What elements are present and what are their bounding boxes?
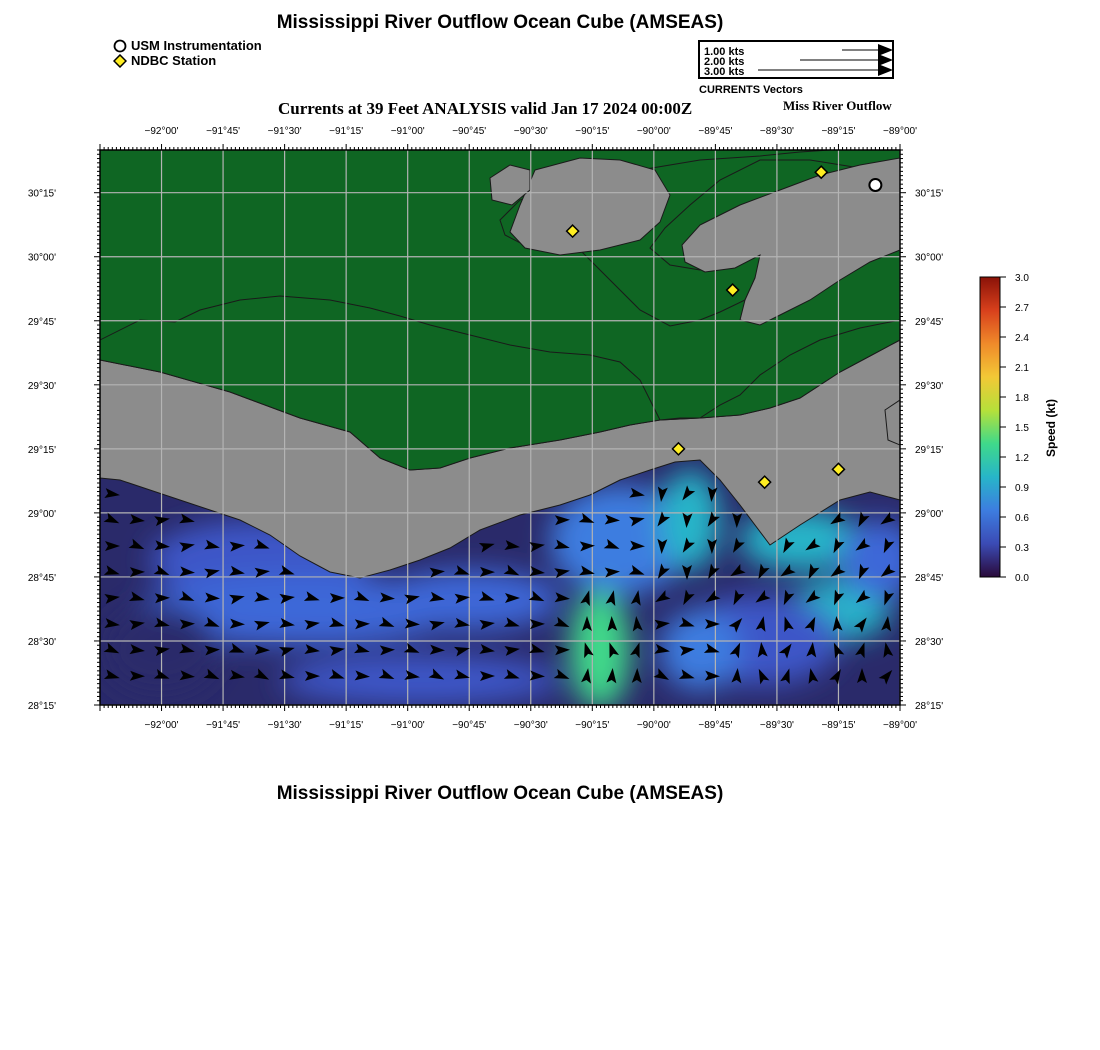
x-tick-label: −91°45' bbox=[206, 720, 241, 731]
x-tick-label: −89°45' bbox=[698, 720, 733, 731]
x-tick-label: −89°00' bbox=[883, 126, 917, 137]
x-tick-label: −89°45' bbox=[698, 126, 733, 137]
colorbar-tick-label: 0.6 bbox=[1015, 513, 1029, 524]
vector-legend-row-1: 1.00 kts bbox=[704, 46, 745, 58]
x-tick-label: −89°00' bbox=[883, 720, 917, 731]
y-tick-label: 29°30' bbox=[915, 380, 944, 392]
x-tick-label: −90°30' bbox=[513, 720, 548, 731]
speed-blob bbox=[570, 590, 630, 710]
x-tick-label: −89°30' bbox=[759, 126, 794, 137]
y-tick-label: 29°30' bbox=[27, 380, 56, 392]
x-tick-label: −90°45' bbox=[452, 126, 487, 137]
x-tick-label: −90°15' bbox=[575, 126, 610, 137]
x-tick-label: −90°00' bbox=[636, 720, 671, 731]
second-title: Mississippi River Outflow Ocean Cube (AMSEAS) bbox=[276, 783, 724, 804]
x-tick-label: −90°45' bbox=[452, 720, 487, 731]
speed-blob bbox=[840, 520, 920, 600]
speed-blob bbox=[660, 610, 740, 690]
y-tick-label: 29°15' bbox=[27, 444, 56, 456]
main-title: Mississippi River Outflow Ocean Cube (AMSEAS) bbox=[276, 12, 724, 33]
x-tick-label: −92°00' bbox=[144, 720, 179, 731]
x-tick-label: −89°15' bbox=[821, 720, 856, 731]
x-tick-label: −91°00' bbox=[390, 126, 425, 137]
x-tick-label: −91°15' bbox=[329, 720, 364, 731]
region-label: Miss River Outflow bbox=[783, 98, 892, 113]
y-tick-label: 28°30' bbox=[27, 636, 56, 648]
colorbar-tick-label: 2.7 bbox=[1015, 303, 1029, 314]
x-tick-label: −92°00' bbox=[144, 126, 179, 137]
y-axis-labels-left bbox=[28, 189, 56, 712]
x-tick-label: −90°30' bbox=[513, 126, 548, 137]
x-tick-label: −91°30' bbox=[267, 126, 302, 137]
y-tick-label: 30°00' bbox=[27, 252, 56, 264]
speed-colorbar bbox=[980, 273, 1058, 584]
colorbar-tick-label: 0.9 bbox=[1015, 483, 1029, 494]
y-tick-label: 28°45' bbox=[27, 572, 56, 584]
legend-usm-label: USM Instrumentation bbox=[131, 38, 262, 53]
map-area bbox=[100, 150, 920, 710]
x-tick-label: −91°00' bbox=[390, 720, 425, 731]
colorbar-tick-label: 0.3 bbox=[1015, 543, 1029, 554]
x-tick-label: −90°15' bbox=[575, 720, 610, 731]
vector-legend-row-2: 2.00 kts bbox=[704, 56, 745, 68]
colorbar-tick-label: 2.4 bbox=[1015, 333, 1029, 344]
x-tick-label: −91°45' bbox=[206, 126, 241, 137]
y-tick-label: 30°00' bbox=[915, 252, 944, 264]
y-tick-label: 30°15' bbox=[915, 188, 944, 200]
colorbar-ticks bbox=[1000, 273, 1029, 584]
colorbar-tick-label: 1.5 bbox=[1015, 423, 1029, 434]
x-axis-labels-bottom bbox=[145, 720, 918, 731]
x-tick-label: −91°15' bbox=[329, 126, 364, 137]
y-axis-labels-right bbox=[915, 189, 943, 712]
legend-ndbc-label: NDBC Station bbox=[131, 53, 217, 68]
x-tick-label: −89°30' bbox=[759, 720, 794, 731]
y-tick-label: 30°15' bbox=[27, 188, 56, 200]
y-tick-label: 29°00' bbox=[915, 508, 944, 520]
x-tick-label: −90°00' bbox=[636, 126, 671, 137]
colorbar-tick-label: 3.0 bbox=[1015, 273, 1029, 284]
vector-legend-caption: CURRENTS Vectors bbox=[699, 84, 803, 96]
vector-legend-row-3: 3.00 kts bbox=[704, 66, 745, 78]
y-tick-label: 28°15' bbox=[27, 701, 56, 712]
x-tick-label: −89°15' bbox=[821, 126, 856, 137]
y-tick-label: 28°30' bbox=[915, 636, 944, 648]
y-tick-label: 29°00' bbox=[27, 508, 56, 520]
map-subtitle: Currents at 39 Feet ANALYSIS valid Jan 17 2024 00:00Z bbox=[278, 99, 693, 118]
usm-station-marker[interactable] bbox=[869, 179, 881, 191]
colorbar-label: Speed (kt) bbox=[1044, 398, 1058, 458]
x-axis-labels-top bbox=[145, 126, 918, 137]
colorbar-tick-label: 2.1 bbox=[1015, 363, 1029, 374]
x-tick-label: −91°30' bbox=[267, 720, 302, 731]
y-tick-label: 29°15' bbox=[915, 444, 944, 456]
colorbar-tick-label: 1.2 bbox=[1015, 453, 1029, 464]
y-tick-label: 29°45' bbox=[27, 316, 56, 328]
speed-blob bbox=[280, 655, 560, 705]
colorbar-tick-label: 0.0 bbox=[1015, 573, 1029, 584]
y-tick-label: 28°15' bbox=[915, 701, 944, 712]
y-tick-label: 29°45' bbox=[915, 316, 944, 328]
y-tick-label: 28°45' bbox=[915, 572, 944, 584]
colorbar-tick-label: 1.8 bbox=[1015, 393, 1029, 404]
